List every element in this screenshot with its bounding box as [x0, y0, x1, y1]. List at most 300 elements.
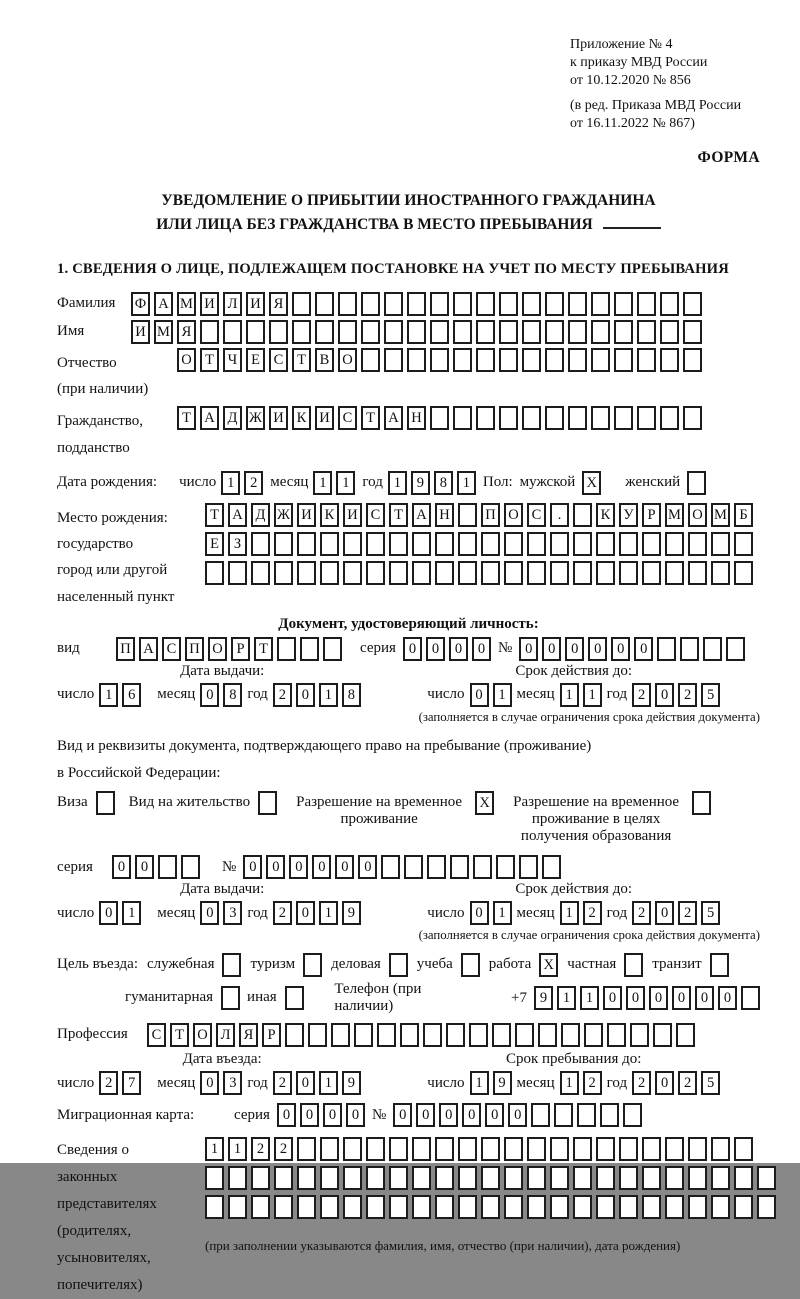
birth-place-cell[interactable]: [297, 561, 316, 585]
birth-place-cell[interactable]: О: [688, 503, 707, 527]
birth-place-cell[interactable]: [274, 561, 293, 585]
birth-place-cell[interactable]: [665, 561, 684, 585]
doc-type-cell[interactable]: [277, 637, 296, 661]
birth-place-cell[interactable]: [734, 532, 753, 556]
representative-cell[interactable]: [504, 1166, 523, 1190]
doc-number-cell[interactable]: 0: [519, 637, 538, 661]
citizenship-cell[interactable]: И: [269, 406, 288, 430]
patronymic-cell[interactable]: Ч: [223, 348, 242, 372]
valid-month-cell[interactable]: 1: [560, 683, 579, 707]
stay-day-cell[interactable]: 1: [470, 1071, 489, 1095]
profession-cell[interactable]: [561, 1023, 580, 1047]
residence-number-cell[interactable]: 0: [289, 855, 308, 879]
profession-cell[interactable]: [653, 1023, 672, 1047]
representative-cell[interactable]: [412, 1137, 431, 1161]
representative-cell[interactable]: [228, 1166, 247, 1190]
representative-cell[interactable]: [619, 1166, 638, 1190]
citizenship-cell[interactable]: [683, 406, 702, 430]
name-cell[interactable]: [476, 320, 495, 344]
representative-cell[interactable]: [343, 1166, 362, 1190]
representative-cell[interactable]: [573, 1166, 592, 1190]
patronymic-cell[interactable]: Т: [292, 348, 311, 372]
doc-number-cell[interactable]: 0: [588, 637, 607, 661]
name-cell[interactable]: [246, 320, 265, 344]
birth-place-cell[interactable]: [573, 532, 592, 556]
migration-number-cell[interactable]: 0: [508, 1103, 527, 1127]
birth-place-cell[interactable]: [665, 532, 684, 556]
representative-cell[interactable]: [573, 1195, 592, 1219]
profession-cell[interactable]: Т: [170, 1023, 189, 1047]
surname-cell[interactable]: Ф: [131, 292, 150, 316]
entry-day-cell[interactable]: 7: [122, 1071, 141, 1095]
valid-year-cell[interactable]: 0: [655, 683, 674, 707]
profession-cell[interactable]: [308, 1023, 327, 1047]
representative-cell[interactable]: [435, 1166, 454, 1190]
patronymic-cell[interactable]: Т: [200, 348, 219, 372]
entry-month-cell[interactable]: 3: [223, 1071, 242, 1095]
issue-year-cell[interactable]: 2: [273, 683, 292, 707]
purpose-tourism-checkbox[interactable]: [303, 953, 322, 977]
residence-number-cell[interactable]: [542, 855, 561, 879]
residence-permit-checkbox[interactable]: [258, 791, 277, 815]
profession-cell[interactable]: [630, 1023, 649, 1047]
doc-series-cell[interactable]: 0: [449, 637, 468, 661]
doc-type-cell[interactable]: О: [208, 637, 227, 661]
birth-place-cell[interactable]: [481, 561, 500, 585]
representative-cell[interactable]: [435, 1195, 454, 1219]
birth-place-cell[interactable]: [366, 561, 385, 585]
migration-series-cell[interactable]: 0: [277, 1103, 296, 1127]
birth-place-cell[interactable]: [642, 561, 661, 585]
surname-cell[interactable]: [522, 292, 541, 316]
birth-place-cell[interactable]: [504, 532, 523, 556]
phone-digit-cell[interactable]: 0: [672, 986, 691, 1010]
birth-place-cell[interactable]: [435, 561, 454, 585]
residence-valid-day-cell[interactable]: 0: [470, 901, 489, 925]
birth-place-cell[interactable]: [228, 561, 247, 585]
representative-cell[interactable]: [734, 1137, 753, 1161]
representative-cell[interactable]: [734, 1195, 753, 1219]
birth-place-cell[interactable]: З: [228, 532, 247, 556]
entry-year-cell[interactable]: 9: [342, 1071, 361, 1095]
patronymic-cell[interactable]: [637, 348, 656, 372]
representative-cell[interactable]: [550, 1137, 569, 1161]
birth-place-cell[interactable]: И: [343, 503, 362, 527]
name-cell[interactable]: [223, 320, 242, 344]
birth-place-cell[interactable]: О: [504, 503, 523, 527]
patronymic-cell[interactable]: [453, 348, 472, 372]
birth-place-cell[interactable]: [412, 561, 431, 585]
name-cell[interactable]: [361, 320, 380, 344]
migration-number-cell[interactable]: [531, 1103, 550, 1127]
citizenship-cell[interactable]: [660, 406, 679, 430]
birth-place-cell[interactable]: [458, 503, 477, 527]
patronymic-cell[interactable]: [683, 348, 702, 372]
purpose-work-checkbox[interactable]: X: [539, 953, 558, 977]
patronymic-cell[interactable]: [407, 348, 426, 372]
name-cell[interactable]: [637, 320, 656, 344]
doc-type-cell[interactable]: [300, 637, 319, 661]
birth-year-cell[interactable]: 9: [411, 471, 430, 495]
doc-number-cell[interactable]: [657, 637, 676, 661]
surname-cell[interactable]: [292, 292, 311, 316]
birth-place-cell[interactable]: [688, 532, 707, 556]
patronymic-cell[interactable]: [384, 348, 403, 372]
phone-digit-cell[interactable]: 0: [695, 986, 714, 1010]
surname-cell[interactable]: И: [246, 292, 265, 316]
name-cell[interactable]: [200, 320, 219, 344]
patronymic-cell[interactable]: О: [177, 348, 196, 372]
residence-valid-year-cell[interactable]: 0: [655, 901, 674, 925]
birth-place-cell[interactable]: М: [711, 503, 730, 527]
birth-place-cell[interactable]: [389, 561, 408, 585]
residence-issue-month-cell[interactable]: 3: [223, 901, 242, 925]
birth-day-cell[interactable]: 2: [244, 471, 263, 495]
birth-place-cell[interactable]: [297, 532, 316, 556]
representative-cell[interactable]: [642, 1166, 661, 1190]
profession-cell[interactable]: Я: [239, 1023, 258, 1047]
doc-type-cell[interactable]: Р: [231, 637, 250, 661]
issue-day-cell[interactable]: 6: [122, 683, 141, 707]
representative-cell[interactable]: [481, 1195, 500, 1219]
birth-place-cell[interactable]: [320, 561, 339, 585]
birth-place-cell[interactable]: [573, 561, 592, 585]
patronymic-cell[interactable]: Е: [246, 348, 265, 372]
residence-valid-day-cell[interactable]: 1: [493, 901, 512, 925]
residence-issue-month-cell[interactable]: 0: [200, 901, 219, 925]
birth-place-cell[interactable]: [205, 561, 224, 585]
phone-digit-cell[interactable]: 0: [626, 986, 645, 1010]
birth-place-cell[interactable]: М: [665, 503, 684, 527]
birth-place-cell[interactable]: П: [481, 503, 500, 527]
representative-cell[interactable]: [642, 1137, 661, 1161]
birth-place-cell[interactable]: [688, 561, 707, 585]
migration-number-cell[interactable]: [554, 1103, 573, 1127]
birth-place-cell[interactable]: С: [366, 503, 385, 527]
surname-cell[interactable]: [614, 292, 633, 316]
migration-number-cell[interactable]: [600, 1103, 619, 1127]
profession-cell[interactable]: [354, 1023, 373, 1047]
residence-issue-year-cell[interactable]: 2: [273, 901, 292, 925]
birth-year-cell[interactable]: 8: [434, 471, 453, 495]
migration-series-cell[interactable]: 0: [346, 1103, 365, 1127]
birth-year-cell[interactable]: 1: [388, 471, 407, 495]
representative-cell[interactable]: [711, 1137, 730, 1161]
name-cell[interactable]: Я: [177, 320, 196, 344]
birth-place-cell[interactable]: [343, 532, 362, 556]
birth-place-cell[interactable]: [435, 532, 454, 556]
citizenship-cell[interactable]: [499, 406, 518, 430]
representative-cell[interactable]: [458, 1137, 477, 1161]
name-cell[interactable]: [591, 320, 610, 344]
residence-valid-year-cell[interactable]: 2: [632, 901, 651, 925]
birth-place-cell[interactable]: [458, 561, 477, 585]
representative-cell[interactable]: [343, 1137, 362, 1161]
representative-cell[interactable]: [619, 1137, 638, 1161]
representative-cell[interactable]: [619, 1195, 638, 1219]
patronymic-cell[interactable]: [522, 348, 541, 372]
phone-digit-cell[interactable]: 0: [649, 986, 668, 1010]
surname-cell[interactable]: И: [200, 292, 219, 316]
residence-number-cell[interactable]: [473, 855, 492, 879]
patronymic-cell[interactable]: [476, 348, 495, 372]
representative-cell[interactable]: [205, 1195, 224, 1219]
entry-year-cell[interactable]: 1: [319, 1071, 338, 1095]
phone-digit-cell[interactable]: 1: [557, 986, 576, 1010]
patronymic-cell[interactable]: О: [338, 348, 357, 372]
representative-cell[interactable]: [711, 1166, 730, 1190]
valid-day-cell[interactable]: 1: [493, 683, 512, 707]
citizenship-cell[interactable]: [453, 406, 472, 430]
profession-cell[interactable]: Р: [262, 1023, 281, 1047]
profession-cell[interactable]: [676, 1023, 695, 1047]
residence-issue-year-cell[interactable]: 1: [319, 901, 338, 925]
residence-number-cell[interactable]: 0: [243, 855, 262, 879]
representative-cell[interactable]: [343, 1195, 362, 1219]
purpose-private-checkbox[interactable]: [624, 953, 643, 977]
representative-cell[interactable]: [688, 1195, 707, 1219]
doc-series-cell[interactable]: 0: [472, 637, 491, 661]
representative-cell[interactable]: [389, 1166, 408, 1190]
migration-number-cell[interactable]: 0: [439, 1103, 458, 1127]
birth-place-cell[interactable]: Б: [734, 503, 753, 527]
citizenship-cell[interactable]: Т: [361, 406, 380, 430]
citizenship-cell[interactable]: [591, 406, 610, 430]
surname-cell[interactable]: [338, 292, 357, 316]
migration-series-cell[interactable]: 0: [323, 1103, 342, 1127]
surname-cell[interactable]: [453, 292, 472, 316]
representative-cell[interactable]: [412, 1195, 431, 1219]
migration-number-cell[interactable]: 0: [485, 1103, 504, 1127]
doc-series-cell[interactable]: 0: [403, 637, 422, 661]
representative-cell[interactable]: [481, 1137, 500, 1161]
birth-place-cell[interactable]: [596, 561, 615, 585]
residence-valid-month-cell[interactable]: 2: [583, 901, 602, 925]
residence-issue-day-cell[interactable]: 0: [99, 901, 118, 925]
profession-cell[interactable]: [331, 1023, 350, 1047]
birth-place-cell[interactable]: [527, 561, 546, 585]
profession-cell[interactable]: [607, 1023, 626, 1047]
citizenship-cell[interactable]: Д: [223, 406, 242, 430]
name-cell[interactable]: [683, 320, 702, 344]
representative-cell[interactable]: [274, 1166, 293, 1190]
doc-type-cell[interactable]: С: [162, 637, 181, 661]
birth-place-cell[interactable]: А: [412, 503, 431, 527]
residence-issue-year-cell[interactable]: 9: [342, 901, 361, 925]
citizenship-cell[interactable]: И: [315, 406, 334, 430]
name-cell[interactable]: [545, 320, 564, 344]
residence-number-cell[interactable]: [496, 855, 515, 879]
name-cell[interactable]: [614, 320, 633, 344]
name-cell[interactable]: [453, 320, 472, 344]
phone-digit-cell[interactable]: [741, 986, 760, 1010]
name-cell[interactable]: [384, 320, 403, 344]
birth-place-cell[interactable]: С: [527, 503, 546, 527]
representative-cell[interactable]: [297, 1195, 316, 1219]
representative-cell[interactable]: [734, 1166, 753, 1190]
doc-type-cell[interactable]: А: [139, 637, 158, 661]
birth-place-cell[interactable]: [734, 561, 753, 585]
residence-number-cell[interactable]: 0: [335, 855, 354, 879]
surname-cell[interactable]: [384, 292, 403, 316]
doc-number-cell[interactable]: [680, 637, 699, 661]
birth-day-cell[interactable]: 1: [221, 471, 240, 495]
residence-number-cell[interactable]: [450, 855, 469, 879]
education-residence-checkbox[interactable]: [692, 791, 711, 815]
patronymic-cell[interactable]: В: [315, 348, 334, 372]
stay-year-cell[interactable]: 0: [655, 1071, 674, 1095]
representative-cell[interactable]: [573, 1137, 592, 1161]
birth-place-cell[interactable]: [458, 532, 477, 556]
residence-number-cell[interactable]: [519, 855, 538, 879]
birth-place-cell[interactable]: [619, 532, 638, 556]
representative-cell[interactable]: [642, 1195, 661, 1219]
purpose-business-checkbox[interactable]: [389, 953, 408, 977]
surname-cell[interactable]: [407, 292, 426, 316]
doc-series-cell[interactable]: 0: [426, 637, 445, 661]
birth-place-cell[interactable]: [711, 532, 730, 556]
issue-year-cell[interactable]: 8: [342, 683, 361, 707]
birth-place-cell[interactable]: [481, 532, 500, 556]
stay-year-cell[interactable]: 2: [678, 1071, 697, 1095]
residence-issue-year-cell[interactable]: 0: [296, 901, 315, 925]
surname-cell[interactable]: М: [177, 292, 196, 316]
residence-valid-year-cell[interactable]: 2: [678, 901, 697, 925]
residence-number-cell[interactable]: [381, 855, 400, 879]
representative-cell[interactable]: [504, 1137, 523, 1161]
citizenship-cell[interactable]: К: [292, 406, 311, 430]
representative-cell[interactable]: [412, 1166, 431, 1190]
profession-cell[interactable]: [446, 1023, 465, 1047]
surname-cell[interactable]: [545, 292, 564, 316]
citizenship-cell[interactable]: [476, 406, 495, 430]
patronymic-cell[interactable]: [499, 348, 518, 372]
entry-month-cell[interactable]: 0: [200, 1071, 219, 1095]
stay-month-cell[interactable]: 2: [583, 1071, 602, 1095]
representative-cell[interactable]: [711, 1195, 730, 1219]
birth-place-cell[interactable]: [550, 532, 569, 556]
birth-place-cell[interactable]: [274, 532, 293, 556]
representative-cell[interactable]: [757, 1166, 776, 1190]
residence-series-cell[interactable]: 0: [135, 855, 154, 879]
temporary-residence-checkbox[interactable]: X: [475, 791, 494, 815]
name-cell[interactable]: [660, 320, 679, 344]
name-cell[interactable]: [407, 320, 426, 344]
surname-cell[interactable]: Л: [223, 292, 242, 316]
citizenship-cell[interactable]: [522, 406, 541, 430]
citizenship-cell[interactable]: [568, 406, 587, 430]
birth-place-cell[interactable]: У: [619, 503, 638, 527]
name-cell[interactable]: [499, 320, 518, 344]
stay-year-cell[interactable]: 2: [632, 1071, 651, 1095]
representative-cell[interactable]: [665, 1137, 684, 1161]
citizenship-cell[interactable]: Т: [177, 406, 196, 430]
profession-cell[interactable]: [400, 1023, 419, 1047]
patronymic-cell[interactable]: С: [269, 348, 288, 372]
representative-cell[interactable]: [205, 1166, 224, 1190]
birth-place-cell[interactable]: [412, 532, 431, 556]
representative-cell[interactable]: [389, 1137, 408, 1161]
representative-cell[interactable]: [596, 1137, 615, 1161]
valid-day-cell[interactable]: 0: [470, 683, 489, 707]
representative-cell[interactable]: 2: [274, 1137, 293, 1161]
migration-number-cell[interactable]: [577, 1103, 596, 1127]
doc-type-cell[interactable]: П: [116, 637, 135, 661]
birth-year-cell[interactable]: 1: [457, 471, 476, 495]
representative-cell[interactable]: [366, 1137, 385, 1161]
representative-cell[interactable]: [458, 1195, 477, 1219]
representative-cell[interactable]: [757, 1195, 776, 1219]
migration-series-cell[interactable]: 0: [300, 1103, 319, 1127]
birth-place-cell[interactable]: [573, 503, 592, 527]
representative-cell[interactable]: [366, 1195, 385, 1219]
birth-place-cell[interactable]: И: [297, 503, 316, 527]
surname-cell[interactable]: [476, 292, 495, 316]
stay-year-cell[interactable]: 5: [701, 1071, 720, 1095]
representative-cell[interactable]: [527, 1195, 546, 1219]
patronymic-cell[interactable]: [660, 348, 679, 372]
migration-number-cell[interactable]: [623, 1103, 642, 1127]
residence-series-cell[interactable]: [158, 855, 177, 879]
surname-cell[interactable]: Я: [269, 292, 288, 316]
doc-number-cell[interactable]: 0: [611, 637, 630, 661]
profession-cell[interactable]: [377, 1023, 396, 1047]
birth-place-cell[interactable]: [320, 532, 339, 556]
name-cell[interactable]: [568, 320, 587, 344]
citizenship-cell[interactable]: С: [338, 406, 357, 430]
representative-cell[interactable]: [688, 1166, 707, 1190]
migration-number-cell[interactable]: 0: [462, 1103, 481, 1127]
purpose-transit-checkbox[interactable]: [710, 953, 729, 977]
profession-cell[interactable]: [515, 1023, 534, 1047]
citizenship-cell[interactable]: А: [384, 406, 403, 430]
citizenship-cell[interactable]: [545, 406, 564, 430]
residence-valid-year-cell[interactable]: 5: [701, 901, 720, 925]
citizenship-cell[interactable]: Н: [407, 406, 426, 430]
surname-cell[interactable]: [315, 292, 334, 316]
citizenship-cell[interactable]: А: [200, 406, 219, 430]
citizenship-cell[interactable]: Ж: [246, 406, 265, 430]
representative-cell[interactable]: [596, 1166, 615, 1190]
doc-type-cell[interactable]: Т: [254, 637, 273, 661]
entry-day-cell[interactable]: 2: [99, 1071, 118, 1095]
citizenship-cell[interactable]: [430, 406, 449, 430]
patronymic-cell[interactable]: [361, 348, 380, 372]
surname-cell[interactable]: [683, 292, 702, 316]
doc-number-cell[interactable]: [726, 637, 745, 661]
representative-cell[interactable]: [481, 1166, 500, 1190]
profession-cell[interactable]: [469, 1023, 488, 1047]
representative-cell[interactable]: [665, 1195, 684, 1219]
birth-place-cell[interactable]: [596, 532, 615, 556]
migration-number-cell[interactable]: 0: [416, 1103, 435, 1127]
patronymic-cell[interactable]: [591, 348, 610, 372]
birth-place-cell[interactable]: Н: [435, 503, 454, 527]
patronymic-cell[interactable]: [430, 348, 449, 372]
entry-year-cell[interactable]: 0: [296, 1071, 315, 1095]
profession-cell[interactable]: [492, 1023, 511, 1047]
purpose-study-checkbox[interactable]: [461, 953, 480, 977]
profession-cell[interactable]: [285, 1023, 304, 1047]
profession-cell[interactable]: [423, 1023, 442, 1047]
issue-year-cell[interactable]: 0: [296, 683, 315, 707]
representative-cell[interactable]: [274, 1195, 293, 1219]
representative-cell[interactable]: [550, 1166, 569, 1190]
birth-place-cell[interactable]: [366, 532, 385, 556]
representative-cell[interactable]: [596, 1195, 615, 1219]
name-cell[interactable]: [430, 320, 449, 344]
surname-cell[interactable]: [591, 292, 610, 316]
